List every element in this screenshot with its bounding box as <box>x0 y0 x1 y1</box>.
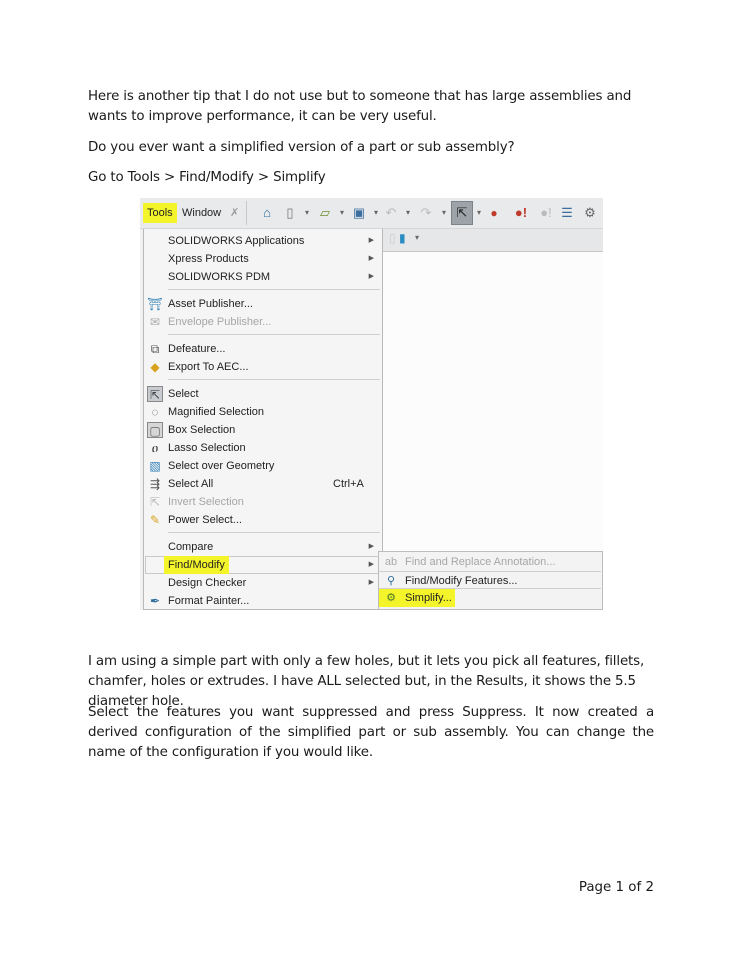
menu-item-label: Design Checker <box>168 577 247 589</box>
force-rebuild-icon[interactable]: ●! <box>514 205 528 220</box>
menu-item-select-all[interactable] <box>144 475 382 493</box>
menu-item-label: Select over Geometry <box>168 460 275 472</box>
question-paragraph: Do you ever want a simplified version of a part or sub assembly? <box>88 140 515 155</box>
menu-item-label: Xpress Products <box>168 253 249 265</box>
menu-separator <box>168 532 380 533</box>
menu-item-select[interactable] <box>144 385 382 403</box>
view-orientation-icon[interactable]: ▮ <box>399 231 406 245</box>
menu-item-label: Select All <box>168 478 214 490</box>
save-dropdown-caret[interactable]: ▾ <box>374 208 379 217</box>
submenu-item-label: Simplify... <box>405 592 452 604</box>
menu-item-design-checker[interactable] <box>144 574 382 592</box>
save-icon[interactable]: ▣ <box>352 205 366 220</box>
menu-item-label: SOLIDWORKS Applications <box>168 235 305 247</box>
open-icon[interactable]: ▱ <box>320 205 330 220</box>
lasso-selection-icon: ዐ <box>151 441 159 455</box>
usage-paragraph: I am using a simple part with only a few holes, but it lets you pick all features, fillets, chamfer, holes or extrudes. I have ALL selected but, in the Results, it shows the 5.5 diameter hole. <box>88 654 645 709</box>
menu-item-export-to-aec[interactable] <box>144 358 382 376</box>
tools-menu[interactable]: Tools <box>143 203 177 223</box>
toolbar <box>140 198 603 229</box>
menu-item-label: Defeature... <box>168 343 226 355</box>
asset-publisher-icon: ⛩ <box>147 297 163 311</box>
secondary-toolbar <box>383 229 603 252</box>
menu-item-label: Lasso Selection <box>168 442 246 454</box>
menu-item-label: Export To AEC... <box>168 361 249 373</box>
menu-item-label: Format Painter... <box>168 595 250 607</box>
select-icon: ⇱ <box>147 386 163 402</box>
menu-item-magnified-selection[interactable] <box>144 403 382 421</box>
menu-item-box-selection[interactable] <box>144 421 382 439</box>
menu-item-solidworks-pdm[interactable] <box>144 268 382 286</box>
submenu-arrow-icon: ▶ <box>368 255 374 262</box>
submenu-arrow-icon: ▶ <box>368 579 374 586</box>
intro-paragraph: Here is another tip that I do not use but to someone that has large assemblies and wants to improve performance, it can be very useful. <box>88 89 632 124</box>
submenu-item-find-and-replace-annotation[interactable] <box>379 553 601 571</box>
menu-item-envelope-publisher[interactable] <box>144 313 382 331</box>
find-modify-features-icon: ⚲ <box>386 575 396 587</box>
menu-item-label: Asset Publisher... <box>168 298 253 310</box>
menu-item-invert-selection[interactable] <box>144 493 382 511</box>
menu-item-asset-publisher[interactable] <box>144 295 382 313</box>
menu-separator <box>168 289 380 290</box>
open-dropdown-caret[interactable]: ▾ <box>340 208 345 217</box>
menu-item-format-painter[interactable] <box>144 592 382 610</box>
format-painter-icon: ✒ <box>149 594 161 608</box>
redo-dropdown-caret[interactable]: ▾ <box>442 208 447 217</box>
simplify-icon: ⚙ <box>386 592 396 604</box>
submenu-item-find-modify-features[interactable] <box>379 571 601 589</box>
menu-item-find-modify[interactable] <box>144 556 382 574</box>
menu-item-label: Compare <box>168 541 214 553</box>
view-dropdown-caret[interactable]: ▾ <box>415 233 420 242</box>
select-icon[interactable]: ⇱ <box>451 201 473 225</box>
submenu-arrow-icon: ▶ <box>368 561 374 568</box>
box-selection-icon: ▢ <box>147 422 163 438</box>
tools-dropdown-menu <box>143 229 383 610</box>
menu-item-label: Select <box>168 388 199 400</box>
find-modify-submenu <box>378 551 603 610</box>
hidden-icon: ▯ <box>389 231 396 245</box>
power-select-icon: ✎ <box>149 513 161 527</box>
export-aec-icon: ◆ <box>150 360 160 374</box>
submenu-arrow-icon: ▶ <box>368 273 374 280</box>
undo-dropdown-caret[interactable]: ▾ <box>406 208 411 217</box>
submenu-item-simplify[interactable] <box>379 589 601 607</box>
window-menu[interactable]: Window <box>182 207 222 219</box>
submenu-arrow-icon: ▶ <box>368 237 374 244</box>
menu-item-label: Magnified Selection <box>168 406 265 418</box>
submenu-item-label: Find and Replace Annotation... <box>405 556 556 568</box>
new-dropdown-caret[interactable]: ▾ <box>305 208 310 217</box>
defeature-icon: ⧉ <box>150 342 160 356</box>
rebuild-icon[interactable]: ● <box>490 206 498 220</box>
toolbar-divider <box>246 201 247 225</box>
menu-item-shortcut: Ctrl+A <box>333 478 364 490</box>
pin-icon[interactable]: ✗ <box>230 207 240 219</box>
rebuild-disabled-icon: ●! <box>540 205 552 220</box>
file-properties-icon[interactable]: ☰ <box>561 205 573 220</box>
menu-item-label: Box Selection <box>168 424 236 436</box>
solidworks-screenshot <box>140 198 603 610</box>
options-icon[interactable]: ⚙ <box>584 205 596 220</box>
magnified-selection-icon: ◌ <box>151 405 159 419</box>
menu-item-label: Envelope Publisher... <box>168 316 272 328</box>
invert-selection-icon: ⇱ <box>149 495 161 509</box>
submenu-item-label: Find/Modify Features... <box>405 575 518 587</box>
menu-item-label: Power Select... <box>168 514 242 526</box>
menu-item-power-select[interactable] <box>144 511 382 529</box>
page-number: Page 1 of 2 <box>578 880 654 895</box>
menu-item-xpress-products[interactable] <box>144 250 382 268</box>
menu-separator <box>168 334 380 335</box>
menu-separator <box>168 379 380 380</box>
suppress-paragraph: Select the features you want suppressed and press Suppress. It now created a derived configuration of the simplified part or sub assembly. You can change the name of the configuration if you would like. <box>88 705 654 760</box>
menu-item-label: Invert Selection <box>168 496 244 508</box>
select-dropdown-caret[interactable]: ▾ <box>477 208 482 217</box>
menu-item-label: Find/Modify <box>164 556 229 574</box>
home-icon[interactable]: ⌂ <box>263 205 271 220</box>
menu-item-solidworks-applications[interactable] <box>144 232 382 250</box>
menu-item-select-over-geometry[interactable] <box>144 457 382 475</box>
menu-item-lasso-selection[interactable] <box>144 439 382 457</box>
menu-item-compare[interactable] <box>144 538 382 556</box>
redo-icon[interactable]: ↷ <box>420 205 432 220</box>
find-replace-annotation-icon: ab <box>384 556 398 568</box>
undo-icon[interactable]: ↶ <box>385 205 397 220</box>
menu-path-paragraph: Go to Tools > Find/Modify > Simplify <box>88 170 326 185</box>
envelope-publisher-icon: ✉ <box>149 315 161 329</box>
submenu-arrow-icon: ▶ <box>368 543 374 550</box>
select-all-icon: ⇶ <box>149 477 161 491</box>
menu-item-label: SOLIDWORKS PDM <box>168 271 271 283</box>
select-over-geometry-icon: ▧ <box>149 459 161 473</box>
graphics-area <box>383 252 603 552</box>
menu-item-defeature[interactable] <box>144 340 382 358</box>
new-document-icon[interactable]: ▯ <box>286 205 294 220</box>
